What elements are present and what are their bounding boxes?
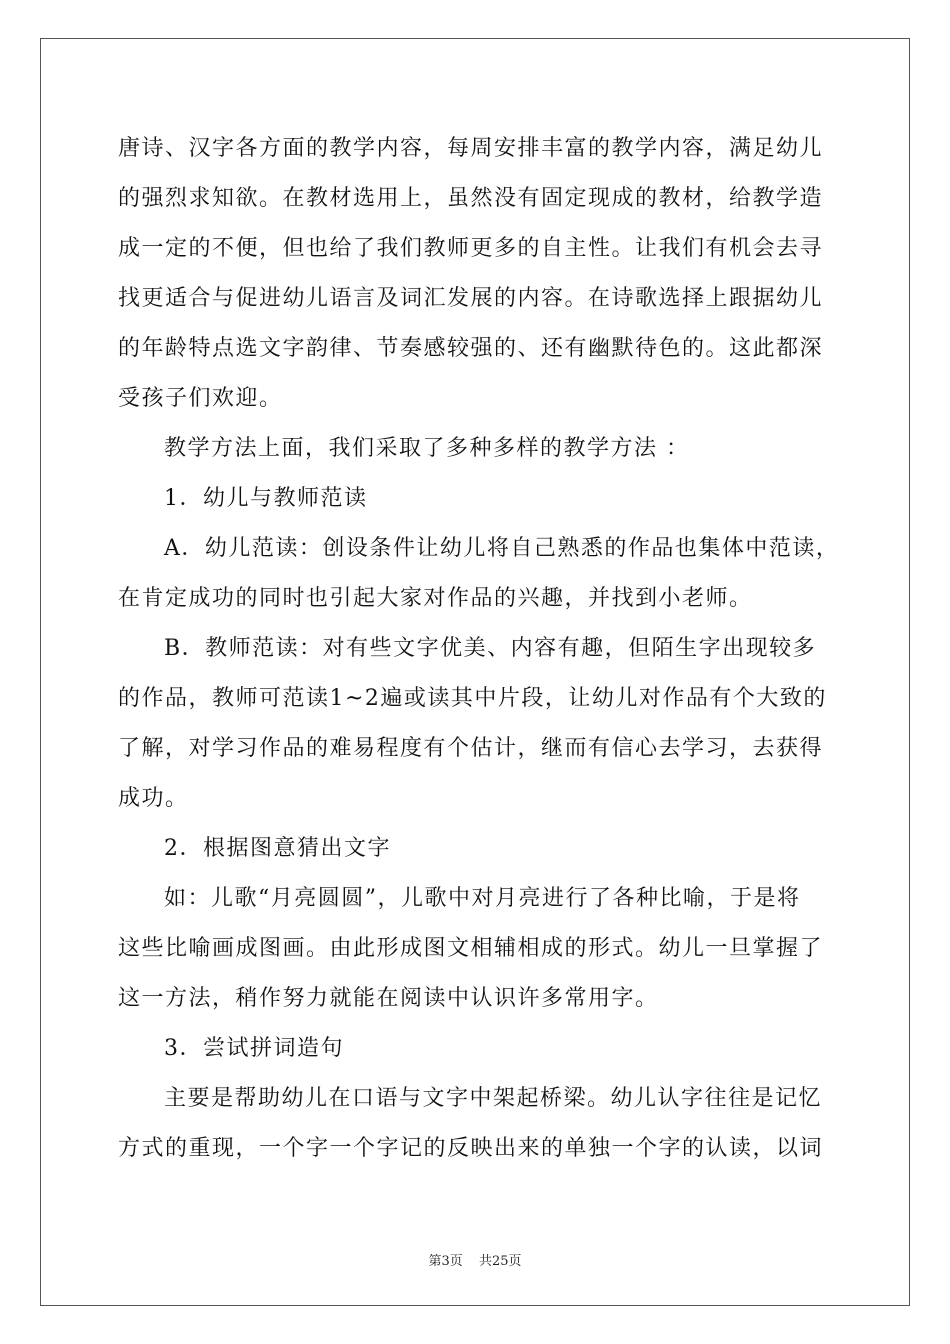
text-line: 主要是帮助幼儿在口语与文字中架起桥梁。幼儿认字往往是记忆 — [164, 1086, 823, 1111]
text-line: 了解，对学习作品的难易程度有个估计，继而有信心去学习，去获得 — [118, 736, 824, 761]
text-line: 教学方法上面，我们采取了多种多样的教学方法 ： — [164, 436, 690, 461]
text-line: 受孩子们欢迎。 — [118, 386, 283, 411]
text-line: 找更适合与促进幼儿语言及词汇发展的内容。在诗歌选择上跟据幼儿 — [118, 286, 824, 311]
text-line: A．幼儿范读：创设条件让幼儿将自己熟悉的作品也集体中范读， — [164, 536, 840, 561]
section-heading: 1．幼儿与教师范读 — [164, 486, 368, 511]
text-line: 这一方法，稍作努力就能在阅读中认识许多常用字。 — [118, 986, 659, 1011]
text-line: 如：儿歌“月亮圆圆”，儿歌中对月亮进行了各种比喻，于是将 — [164, 886, 801, 911]
section-heading: 2．根据图意猜出文字 — [164, 836, 391, 861]
text-line: B．教师范读：对有些文字优美、内容有趣，但陌生字出现较多 — [164, 636, 817, 661]
text-line: 这些比喻画成图画。由此形成图文相辅相成的形式。幼儿一旦掌握了 — [118, 936, 824, 961]
text-line: 的年龄特点选文字韵律、节奏感较强的、还有幽默待色的。这此都深 — [118, 336, 824, 361]
section-heading: 3．尝试拼词造句 — [164, 1036, 344, 1061]
text-line: 的强烈求知欲。在教材选用上，虽然没有固定现成的教材，给教学造 — [118, 186, 824, 211]
page-total: 共25页 — [478, 1254, 522, 1269]
text-line: 的作品，教师可范读1~2遍或读其中片段，让幼儿对作品有个大致的 — [118, 686, 827, 711]
text-line: 在肯定成功的同时也引起大家对作品的兴趣，并找到小老师。 — [118, 586, 753, 611]
page-footer — [0, 1250, 950, 1269]
text-line: 唐诗、汉字各方面的教学内容，每周安排丰富的教学内容，满足幼儿 — [118, 136, 824, 161]
page-number: 第3页 — [428, 1254, 463, 1269]
text-line: 方式的重现，一个字一个字记的反映出来的单独一个字的认读，以词 — [118, 1136, 824, 1161]
document-body — [118, 124, 840, 1174]
text-line: 成功。 — [118, 786, 189, 811]
text-line: 成一定的不便，但也给了我们教师更多的自主性。让我们有机会去寻 — [118, 236, 824, 261]
